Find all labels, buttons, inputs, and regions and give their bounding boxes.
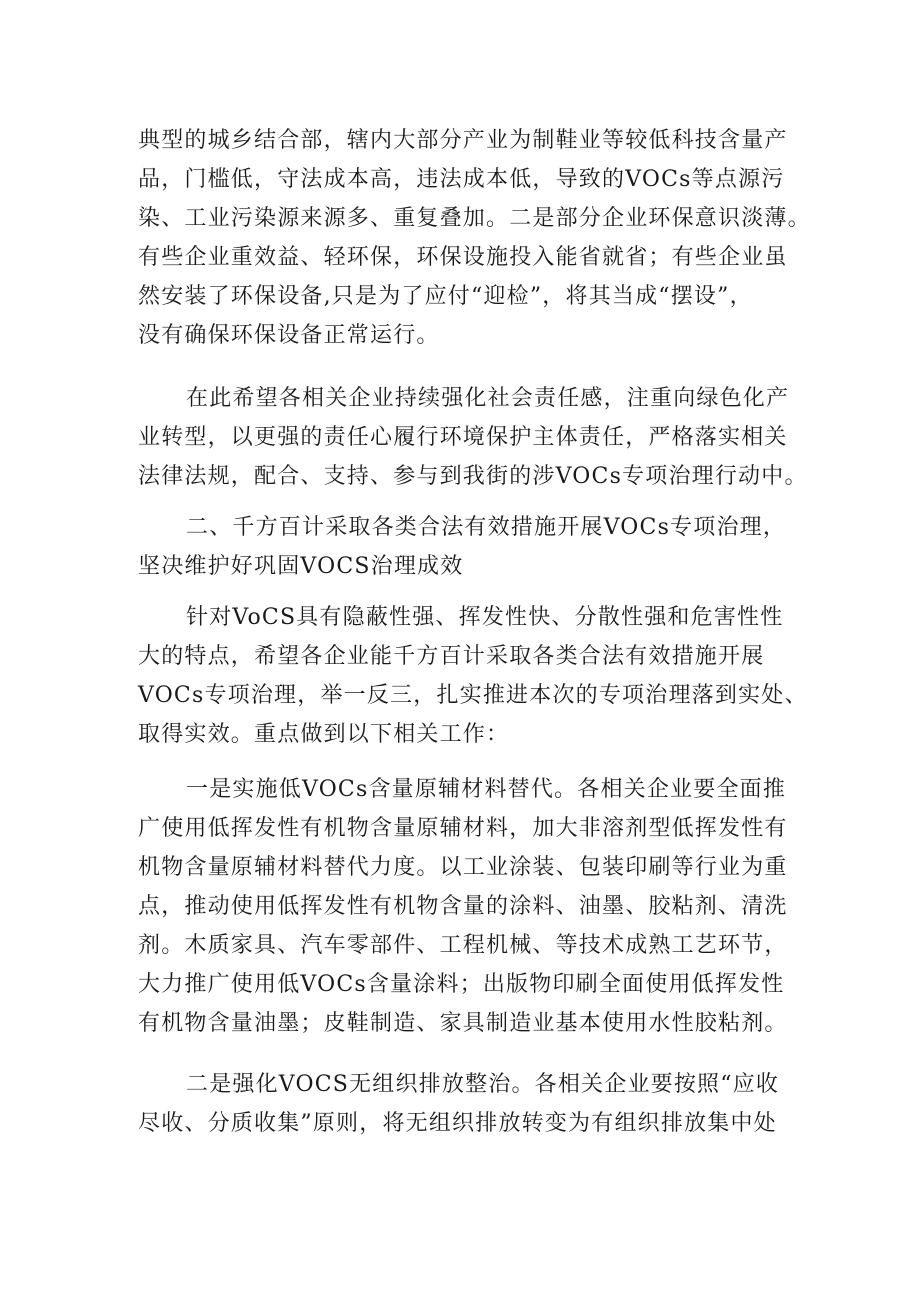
text-line: 点，推动使用低挥发性有机物含量的涂料、油墨、胶粘剂、清洗 bbox=[138, 894, 788, 919]
text-line: 没有确保环保设备正常运行。 bbox=[138, 323, 440, 348]
text-line: 有些企业重效益、轻环保，环保设施投入能省就省；有些企业虽 bbox=[138, 245, 788, 270]
text-line: 然安装了环保设备,只是为了应付“迎检”，将其当成“摆设”， bbox=[138, 284, 753, 309]
text-line: 大的特点，希望各企业能千方百计采取各类合法有效措施开展 bbox=[138, 644, 765, 669]
text-line: 法律法规，配合、支持、参与到我街的涉VOCs专项治理行动中。 bbox=[138, 464, 808, 489]
text-line: 品，门槛低，守法成本高，违法成本低，导致的VOCs等点源污 bbox=[138, 167, 785, 192]
text-line: 取得实效。重点做到以下相关工作： bbox=[138, 722, 510, 747]
text-line: VOCs专项治理，举一反三，扎实推进本次的专项治理落到实处、 bbox=[138, 683, 808, 708]
text-line: 染、工业污染源来源多、重复叠加。二是部分企业环保意识淡薄。 bbox=[138, 206, 811, 231]
text-line: 在此希望各相关企业持续强化社会责任感，注重向绿色化产 bbox=[186, 386, 790, 411]
text-line: 机物含量原辅材料替代力度。以工业涂装、包装印刷等行业为重 bbox=[138, 855, 788, 880]
text-line: 一是实施低VOCs含量原辅材料替代。各相关企业要全面推 bbox=[186, 777, 787, 802]
text-line: 尽收、分质收集”原则，将无组织排放转变为有组织排放集中处 bbox=[138, 1111, 777, 1136]
text-line: 剂。木质家具、汽车零部件、工程机械、等技术成熟工艺环节， bbox=[138, 933, 788, 958]
text-line: 大力推广使用低VOCs含量涂料；出版物印刷全面使用低挥发性 bbox=[138, 972, 785, 997]
text-line: 广使用低挥发性有机物含量原辅材料，加大非溶剂型低挥发性有 bbox=[138, 816, 788, 841]
text-line: 有机物含量油墨；皮鞋制造、家具制造业基本使用水性胶粘剂。 bbox=[138, 1011, 788, 1036]
text-line: 业转型，以更强的责任心履行环境保护主体责任，严格落实相关 bbox=[138, 425, 788, 450]
text-line: 针对VoCS具有隐蔽性强、挥发性快、分散性强和危害性性 bbox=[186, 605, 784, 630]
section-heading-line: 坚决维护好巩固VOCS治理成效 bbox=[138, 554, 464, 579]
text-line: 二是强化VOCS无组织排放整治。各相关企业要按照“应收 bbox=[186, 1072, 780, 1097]
section-heading-line: 二、千方百计采取各类合法有效措施开展VOCs专项治理， bbox=[186, 515, 787, 540]
text-line: 典型的城乡结合部，辖内大部分产业为制鞋业等较低科技含量产 bbox=[138, 128, 788, 153]
